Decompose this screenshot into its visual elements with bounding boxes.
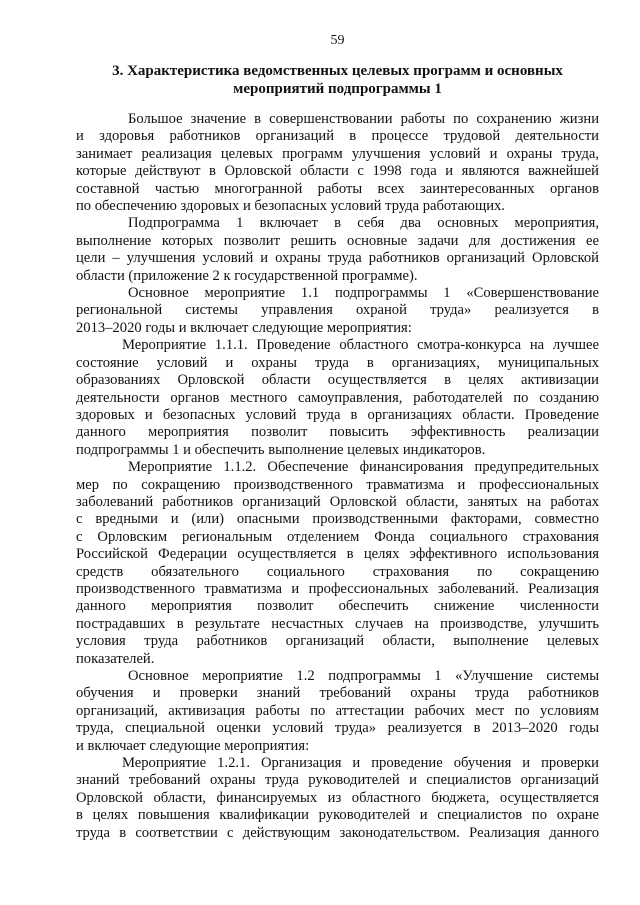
paragraph-line: данного мероприятия позволит обеспечить снижение численности <box>76 598 599 615</box>
paragraph-line: подпрограммы 1 и обеспечить выполнение целевых индикаторов. <box>76 441 486 458</box>
paragraph-line: Российской Федерации осуществляется в целях эффективного использования <box>76 546 599 563</box>
paragraph-line: пострадавших в результате несчастных случаев на производстве, улучшить <box>76 615 599 632</box>
paragraph-line: Подпрограмма 1 включает в себя два основных мероприятия, <box>128 215 599 232</box>
paragraph-line: по обеспечению здоровых и безопасных условий труда работающих. <box>76 198 505 215</box>
paragraph-line: и здоровья работников организаций в процессе трудовой деятельности <box>76 128 599 145</box>
body-paragraph <box>76 668 599 755</box>
section-title-line: мероприятий подпрограммы 1 <box>233 80 442 97</box>
paragraph-line: состояние условий и охраны труда в организациях, муниципальных <box>76 354 599 371</box>
paragraph-line: Мероприятие 1.1.1. Проведение областного смотра-конкурса на лучшее <box>122 337 599 354</box>
paragraph-line: цели – улучшения условий и охраны труда работников организаций Орловской <box>76 250 599 267</box>
body-paragraph <box>76 459 599 668</box>
paragraph-line: которые действуют в Орловской области с 1998 года и являются важнейшей <box>76 163 599 180</box>
paragraph-line: заболеваний работников организаций Орловской области, занятых на работах <box>76 493 599 510</box>
paragraph-line: области (приложение 2 к государственной программе). <box>76 267 418 284</box>
paragraph-line: знаний требований охраны труда руководителей и специалистов организаций <box>76 772 599 789</box>
paragraph-line: и включает следующие мероприятия: <box>76 737 310 754</box>
paragraph-line: с Орловским региональным отделением Фонда социального страхования <box>76 528 599 545</box>
paragraph-line: Большое значение в совершенствовании работы по сохранению жизни <box>128 111 599 127</box>
paragraph-line: здоровых и безопасных условий труда в организациях области. Проведение <box>76 406 599 423</box>
paragraph-line: в целях повышения квалификации руководителей и специалистов по охране <box>76 807 599 824</box>
paragraph-line: условия труда работников организаций области, выполнение целевых <box>76 633 599 650</box>
page-number: 59 <box>330 33 345 48</box>
paragraph-line: Мероприятие 1.1.2. Обеспечение финансирования предупредительных <box>128 459 599 476</box>
paragraph-line: обучения и проверки знаний требований охраны труда работников <box>76 685 599 702</box>
paragraph-line: деятельности органов местного самоуправления, работодателей по созданию <box>76 389 599 406</box>
paragraph-line: Орловской области, финансируемых из областного бюджета, осуществляется <box>76 789 599 806</box>
paragraph-line: данного мероприятия позволит повысить эффективность реализации <box>76 424 599 441</box>
paragraph-line: труда в соответствии с действующим законодательством. Реализация данного <box>76 824 599 841</box>
body-paragraph <box>76 111 599 215</box>
section-title <box>76 63 599 98</box>
paragraph-line: с вредными и (или) опасными производственными факторами, совместно <box>76 511 599 528</box>
section-title-line: 3. Характеристика ведомственных целевых программ и основных <box>112 63 563 79</box>
paragraph-line: 2013–2020 годы и включает следующие мероприятия: <box>76 319 412 336</box>
paragraph-line: выполнение которых позволит решить основные задачи для достижения ее <box>76 232 599 249</box>
paragraph-line: производственного травматизма и профессиональных заболеваний. Реализация <box>76 580 599 597</box>
body-paragraph <box>76 215 599 285</box>
paragraph-line: мер по сокращению производственного травматизма и профессиональных <box>76 476 599 493</box>
paragraph-line: региональной системы управления охраной труда» реализуется в <box>76 302 599 319</box>
paragraph-line: Основное мероприятие 1.1 подпрограммы 1 «Совершенствование <box>128 285 599 302</box>
paragraph-line: организаций, активизация работы по аттестации рабочих мест по условиям <box>76 702 599 719</box>
paragraph-line: Мероприятие 1.2.1. Организация и проведение обучения и проверки <box>122 755 599 772</box>
paragraph-line: Основное мероприятие 1.2 подпрограммы 1 «Улучшение системы <box>128 668 599 684</box>
body-paragraph <box>76 337 599 459</box>
paragraph-line: образованиях Орловской области осуществляется в целях активизации <box>76 372 599 389</box>
body-paragraph <box>76 285 599 337</box>
body-paragraph <box>76 755 599 842</box>
paragraph-line: занимает реализация целевых программ улучшения условий и охраны труда, <box>76 145 599 162</box>
paragraph-line: труда, специальной оценки условий труда» реализуется в 2013–2020 годы <box>76 720 599 737</box>
paragraph-line: составной частью многогранной работы всех заинтересованных органов <box>76 180 599 197</box>
paragraph-line: средств обязательного социального страхования по сокращению <box>76 563 599 580</box>
document-body <box>76 111 599 842</box>
paragraph-line: показателей. <box>76 650 155 667</box>
